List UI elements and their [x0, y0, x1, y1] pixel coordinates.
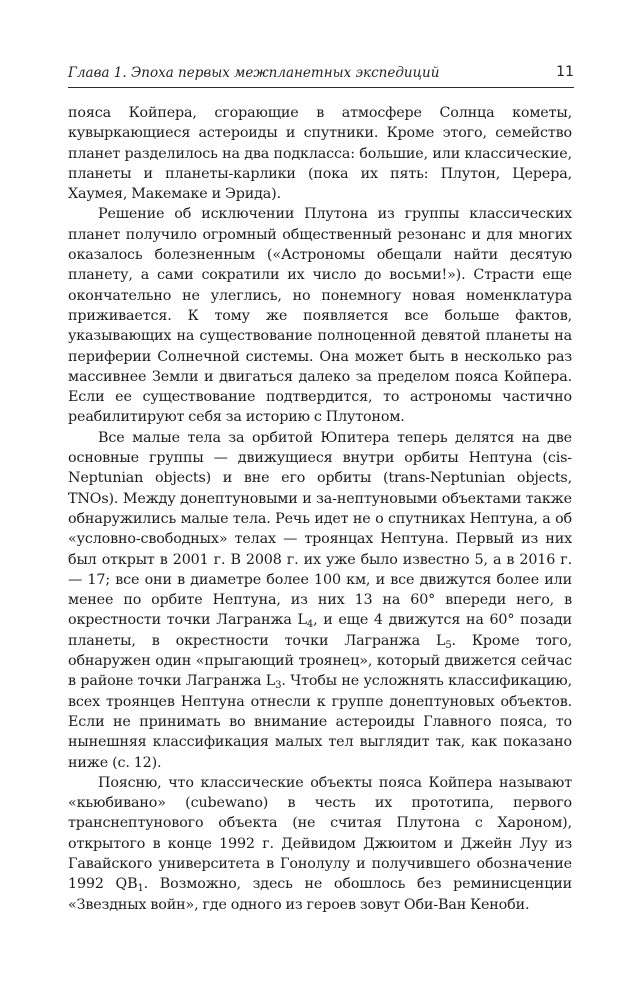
- text-run: пояса Койпера, сгорающие в атмосфере Солнца кометы, кувыркающиеся астероиды и спутники. Кроме этого, семейство планет разделилось на два подкласса: большие, или классические, планеты и планеты-карлики (пока их пять: Плутон, Церера, Хаумея, Макемаке и Эрида).: [68, 105, 572, 203]
- text-run: . Возможно, здесь не обошлось без реминисценции «Звездных войн», где одного из героев зовут Оби-Ван Кеноби.: [68, 876, 572, 913]
- text-run: Поясню, что классические объекты пояса Койпера называют «кьюбивано» (cubewano) в честь их прототипа, первого транснептунового объекта (не считая Плутона с Хароном), открытого в конце 1992 г. Дейвидом Джюитом и Джейн Луу из Гавайского университета в Гонолулу и получившего обозначение 1992 QB: [68, 774, 572, 893]
- subscript: 3: [275, 680, 282, 692]
- text-run: . Чтобы не усложнять классификацию, всех троянцев Нептуна отнесли к группе донептуновых объектов. Если не принимать во внимание астероиды Главного пояса, то нынешняя классификация малых тел выглядит так, как показано ниже (с. 12).: [68, 673, 572, 771]
- text-run: , и еще 4 движутся на 60° позади планеты, в окрестности точки Лагранжа L: [68, 612, 572, 649]
- chapter-title: Глава 1. Эпоха первых межпланетных экспедиций: [68, 65, 440, 81]
- text-run: Все малые тела за орбитой Юпитера теперь делятся на две основные группы — движущиеся внутри орбиты Нептуна (cis-Neptunian objects) и вне его орбиты (trans-Neptunian objects, TNOs). Между донептуновыми и за-нептуновыми объектами также обнаружились малые тела. Речь идет не о спутниках Нептуна, а об «условно-свободных» телах — троянцах Нептуна. Первый из них был открыт в 2001 г. В 2008 г. их уже было известно 5, а в 2016 г. — 17; все они в диаметре более 100 км, и все движутся более или менее по орбите Нептуна, из них 13 на 60° впереди него, в окрестности точки Лагранжа L: [68, 429, 572, 629]
- paragraph: [68, 428, 572, 773]
- running-header: [68, 63, 574, 88]
- paragraph: [68, 773, 572, 915]
- subscript: 1: [137, 883, 144, 895]
- text-run: Решение об исключении Плутона из группы классических планет получило огромный общественный резонанс и для многих оказалось болезненным («Астрономы обещали найти десятую планету, а сами сократили их число до восьми!»). Страсти еще окончательно не улеглись, но понемногу новая номенклатура приживается. К тому же появляется все больше фактов, указывающих на существование полноценной девятой планеты на периферии Солнечной системы. Она может быть в несколько раз массивнее Земли и двигаться далеко за пределом пояса Койпера. Если ее существование подтвердится, то астрономы частично реабилитируют себя за историю с Плутоном.: [68, 206, 572, 426]
- text-run: . Кроме того, обнаружен один «прыгающий троянец», который движется сейчас в районе точки Лагранжа L: [68, 632, 572, 690]
- paragraph: [68, 103, 572, 204]
- subscript: 5: [445, 639, 452, 651]
- body-text: [68, 103, 572, 915]
- paragraph: [68, 204, 572, 427]
- subscript: 4: [306, 619, 314, 631]
- page-number: 11: [556, 64, 574, 80]
